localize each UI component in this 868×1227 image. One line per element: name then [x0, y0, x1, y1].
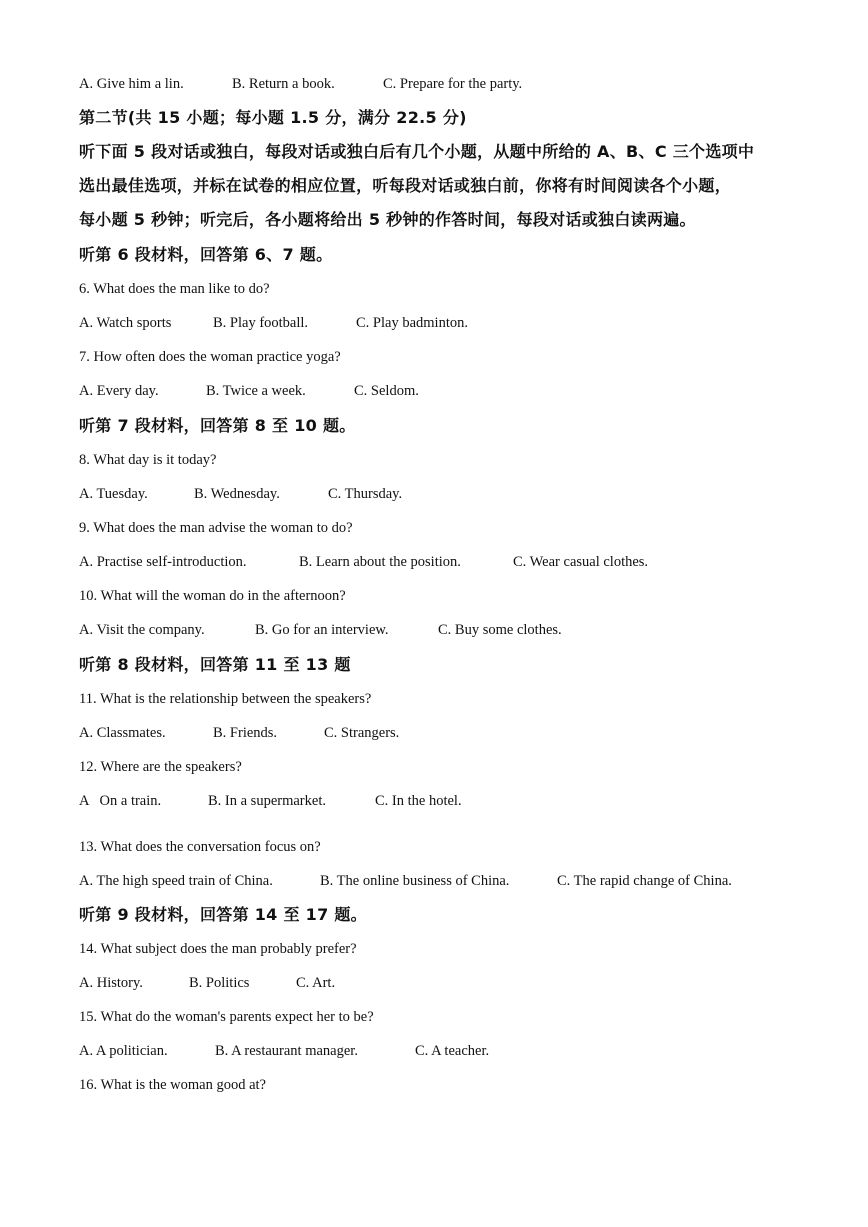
- option-a: A. A politician.: [79, 1043, 168, 1059]
- option-a: A. Give him a lin.: [79, 76, 184, 92]
- option-c: C. A teacher.: [415, 1043, 490, 1059]
- option-c: C. The rapid change of China.: [557, 873, 732, 889]
- option-b: B. A restaurant manager.: [215, 1043, 358, 1059]
- question-12: 12. Where are the speakers?: [79, 759, 242, 775]
- option-b: B. The online business of China.: [320, 873, 510, 889]
- group-heading: 听第 8 段材料，回答第 11 至 13 题: [79, 655, 351, 674]
- question-7: 7. How often does the woman practice yoga?: [79, 349, 341, 365]
- options-row-10: [79, 620, 839, 640]
- option-a: A. The high speed train of China.: [79, 873, 273, 889]
- option-c: C. Prepare for the party.: [383, 76, 523, 92]
- option-b: B. Go for an interview.: [255, 622, 389, 638]
- options-row-12: [79, 791, 839, 811]
- question-14: 14. What subject does the man probably prefer?: [79, 941, 357, 957]
- option-c: C. Buy some clothes.: [438, 622, 562, 638]
- option-b: B. Friends.: [213, 725, 278, 741]
- question-15: 15. What do the woman's parents expect her to be?: [79, 1009, 374, 1025]
- options-row-5: [79, 74, 839, 94]
- option-b: B. Learn about the position.: [299, 554, 461, 570]
- question-9: 9. What does the man advise the woman to do?: [79, 520, 353, 536]
- options-row-6: [79, 313, 839, 333]
- question-16: 16. What is the woman good at?: [79, 1077, 266, 1093]
- option-a: A. Watch sports: [79, 315, 172, 331]
- option-a: A. Every day.: [79, 383, 159, 399]
- options-row-13: [79, 871, 839, 891]
- option-c: C. Seldom.: [354, 383, 419, 399]
- option-a: A. History.: [79, 975, 143, 991]
- instructions-line-3: 每小题 5 秒钟；听完后，各小题将给出 5 秒钟的作答时间，每段对话或独白读两遍。: [79, 210, 696, 229]
- option-c: C. In the hotel.: [375, 793, 462, 809]
- question-11: 11. What is the relationship between the speakers?: [79, 691, 372, 707]
- options-row-8: [79, 484, 839, 504]
- option-b: B. Return a book.: [232, 76, 335, 92]
- option-b: B. Twice a week.: [206, 383, 306, 399]
- options-row-7: [79, 381, 839, 401]
- option-a: A On a train.: [79, 793, 162, 809]
- group-heading: 听第 7 段材料，回答第 8 至 10 题。: [79, 416, 356, 435]
- question-8: 8. What day is it today?: [79, 452, 217, 468]
- option-c: C. Strangers.: [324, 725, 400, 741]
- instructions-line-1: 听下面 5 段对话或独白，每段对话或独白后有几个小题，从题中所给的 A、B、C 三个选项中: [79, 142, 755, 161]
- section-title: 第二节(共 15 小题；每小题 1.5 分，满分 22.5 分): [79, 108, 467, 127]
- group-heading: 听第 9 段材料，回答第 14 至 17 题。: [79, 905, 367, 924]
- option-b: B. Play football.: [213, 315, 309, 331]
- question-13: 13. What does the conversation focus on?: [79, 839, 321, 855]
- options-row-9: [79, 552, 839, 572]
- option-b: B. Politics: [189, 975, 250, 991]
- option-b: B. In a supermarket.: [208, 793, 326, 809]
- option-b: B. Wednesday.: [194, 486, 280, 502]
- option-c: C. Thursday.: [328, 486, 403, 502]
- question-10: 10. What will the woman do in the afternoon?: [79, 588, 346, 604]
- instructions-line-2: 选出最佳选项，并标在试卷的相应位置，听每段对话或独白前，你将有时间阅读各个小题，: [79, 176, 732, 195]
- question-6: 6. What does the man like to do?: [79, 281, 270, 297]
- option-a: A. Visit the company.: [79, 622, 205, 638]
- option-c: C. Wear casual clothes.: [513, 554, 649, 570]
- option-a: A. Tuesday.: [79, 486, 148, 502]
- option-c: C. Art.: [296, 975, 336, 991]
- options-row-11: [79, 723, 839, 743]
- group-heading: 听第 6 段材料，回答第 6、7 题。: [79, 245, 333, 264]
- option-a: A. Practise self-introduction.: [79, 554, 247, 570]
- options-row-15: [79, 1041, 839, 1061]
- options-row-14: [79, 973, 839, 993]
- option-c: C. Play badminton.: [356, 315, 468, 331]
- option-a: A. Classmates.: [79, 725, 166, 741]
